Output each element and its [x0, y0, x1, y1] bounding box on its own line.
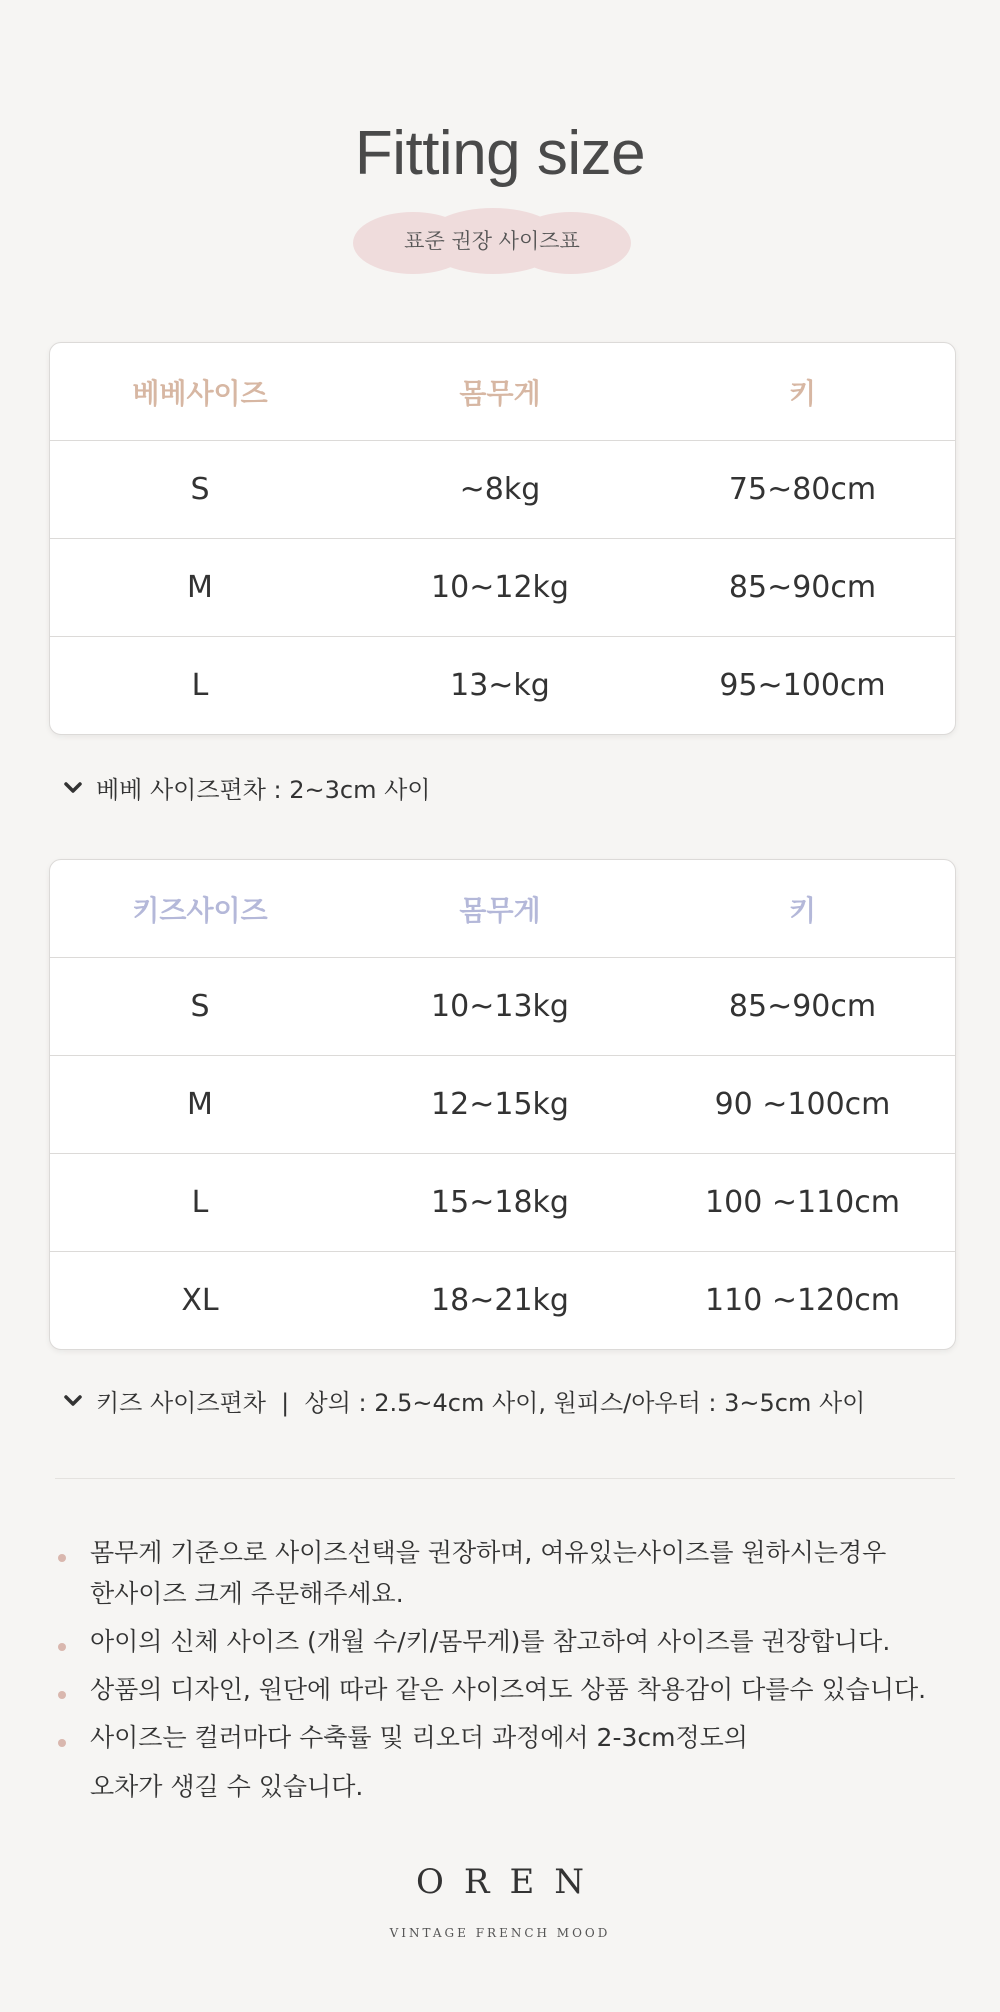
weight-cell: 10~13kg — [431, 989, 569, 1024]
notice-line: 오차가 생길 수 있습니다. — [90, 1772, 364, 1801]
size-cell: M — [187, 570, 213, 605]
table-row — [50, 1251, 955, 1349]
table-header-row — [50, 343, 955, 440]
list-item — [58, 1532, 958, 1614]
table-row — [50, 440, 955, 538]
kids-size-table — [49, 859, 956, 1350]
weight-cell: 12~15kg — [431, 1087, 569, 1122]
section-divider — [55, 1478, 955, 1479]
kids-note-text: 키즈 사이즈편차 | 상의 : 2.5~4cm 사이, 원피스/아우터 : 3~5cm 사이 — [96, 1389, 866, 1417]
table-header-row — [50, 860, 955, 957]
size-cell: L — [191, 1185, 209, 1220]
notice-line: 사이즈는 컬러마다 수축률 및 리오더 과정에서 2-3cm정도의 — [90, 1723, 748, 1752]
height-cell: 90 ~100cm — [714, 1087, 891, 1122]
chevron-down-icon — [62, 1390, 84, 1412]
notice-line: 아이의 신체 사이즈 (개월 수/키/몸무게)를 참고하여 사이즈를 권장합니다. — [90, 1627, 891, 1656]
brand-tagline: VINTAGE FRENCH MOOD — [389, 1926, 611, 1940]
size-cell: M — [187, 1087, 213, 1122]
notice-list — [58, 1532, 958, 1814]
size-chart-badge — [353, 208, 631, 274]
weight-cell: 18~21kg — [431, 1283, 569, 1318]
table-row — [50, 538, 955, 636]
bebe-note-text: 베베 사이즈편차 : 2~3cm 사이 — [96, 776, 431, 804]
chevron-down-icon — [62, 777, 84, 799]
table-row — [50, 1055, 955, 1153]
height-cell: 100 ~110cm — [705, 1185, 900, 1220]
list-item — [58, 1669, 958, 1710]
header-weight: 몸무게 — [459, 376, 541, 410]
bullet-dot — [58, 1643, 66, 1651]
size-cell: L — [191, 668, 209, 703]
header-height: 키 — [788, 893, 817, 927]
bebe-size-table — [49, 342, 956, 735]
table-row — [50, 1153, 955, 1251]
bebe-size-note — [62, 770, 430, 805]
notice-line: 한사이즈 크게 주문해주세요. — [90, 1579, 404, 1608]
list-item — [58, 1621, 958, 1662]
header-weight: 몸무게 — [459, 893, 541, 927]
height-cell: 110 ~120cm — [705, 1283, 900, 1318]
table-row — [50, 957, 955, 1055]
height-cell: 85~90cm — [728, 989, 877, 1024]
brand-logo: OREN — [415, 1862, 605, 1902]
kids-size-note — [62, 1383, 865, 1418]
height-cell: 85~90cm — [728, 570, 877, 605]
bullet-dot — [58, 1554, 66, 1562]
size-cell: XL — [181, 1283, 219, 1318]
header-size: 베베사이즈 — [132, 376, 268, 410]
size-cell: S — [190, 989, 210, 1024]
notice-line: 상품의 디자인, 원단에 따라 같은 사이즈여도 상품 착용감이 다를수 있습니다. — [90, 1675, 927, 1704]
height-cell: 75~80cm — [728, 472, 877, 507]
bullet-dot — [58, 1691, 66, 1699]
weight-cell: 10~12kg — [431, 570, 569, 605]
badge-label: 표준 권장 사이즈표 — [404, 229, 580, 253]
notice-line: 몸무게 기준으로 사이즈선택을 권장하며, 여유있는사이즈를 원하시는경우 — [90, 1538, 887, 1567]
weight-cell: 15~18kg — [431, 1185, 569, 1220]
page-title: Fitting size — [354, 119, 646, 188]
header-size: 키즈사이즈 — [132, 893, 268, 927]
weight-cell: ~8kg — [459, 472, 541, 507]
bullet-dot — [58, 1739, 66, 1747]
list-item — [58, 1717, 958, 1807]
size-cell: S — [190, 472, 210, 507]
height-cell: 95~100cm — [719, 668, 886, 703]
header-height: 키 — [788, 376, 817, 410]
table-row — [50, 636, 955, 734]
weight-cell: 13~kg — [450, 668, 550, 703]
